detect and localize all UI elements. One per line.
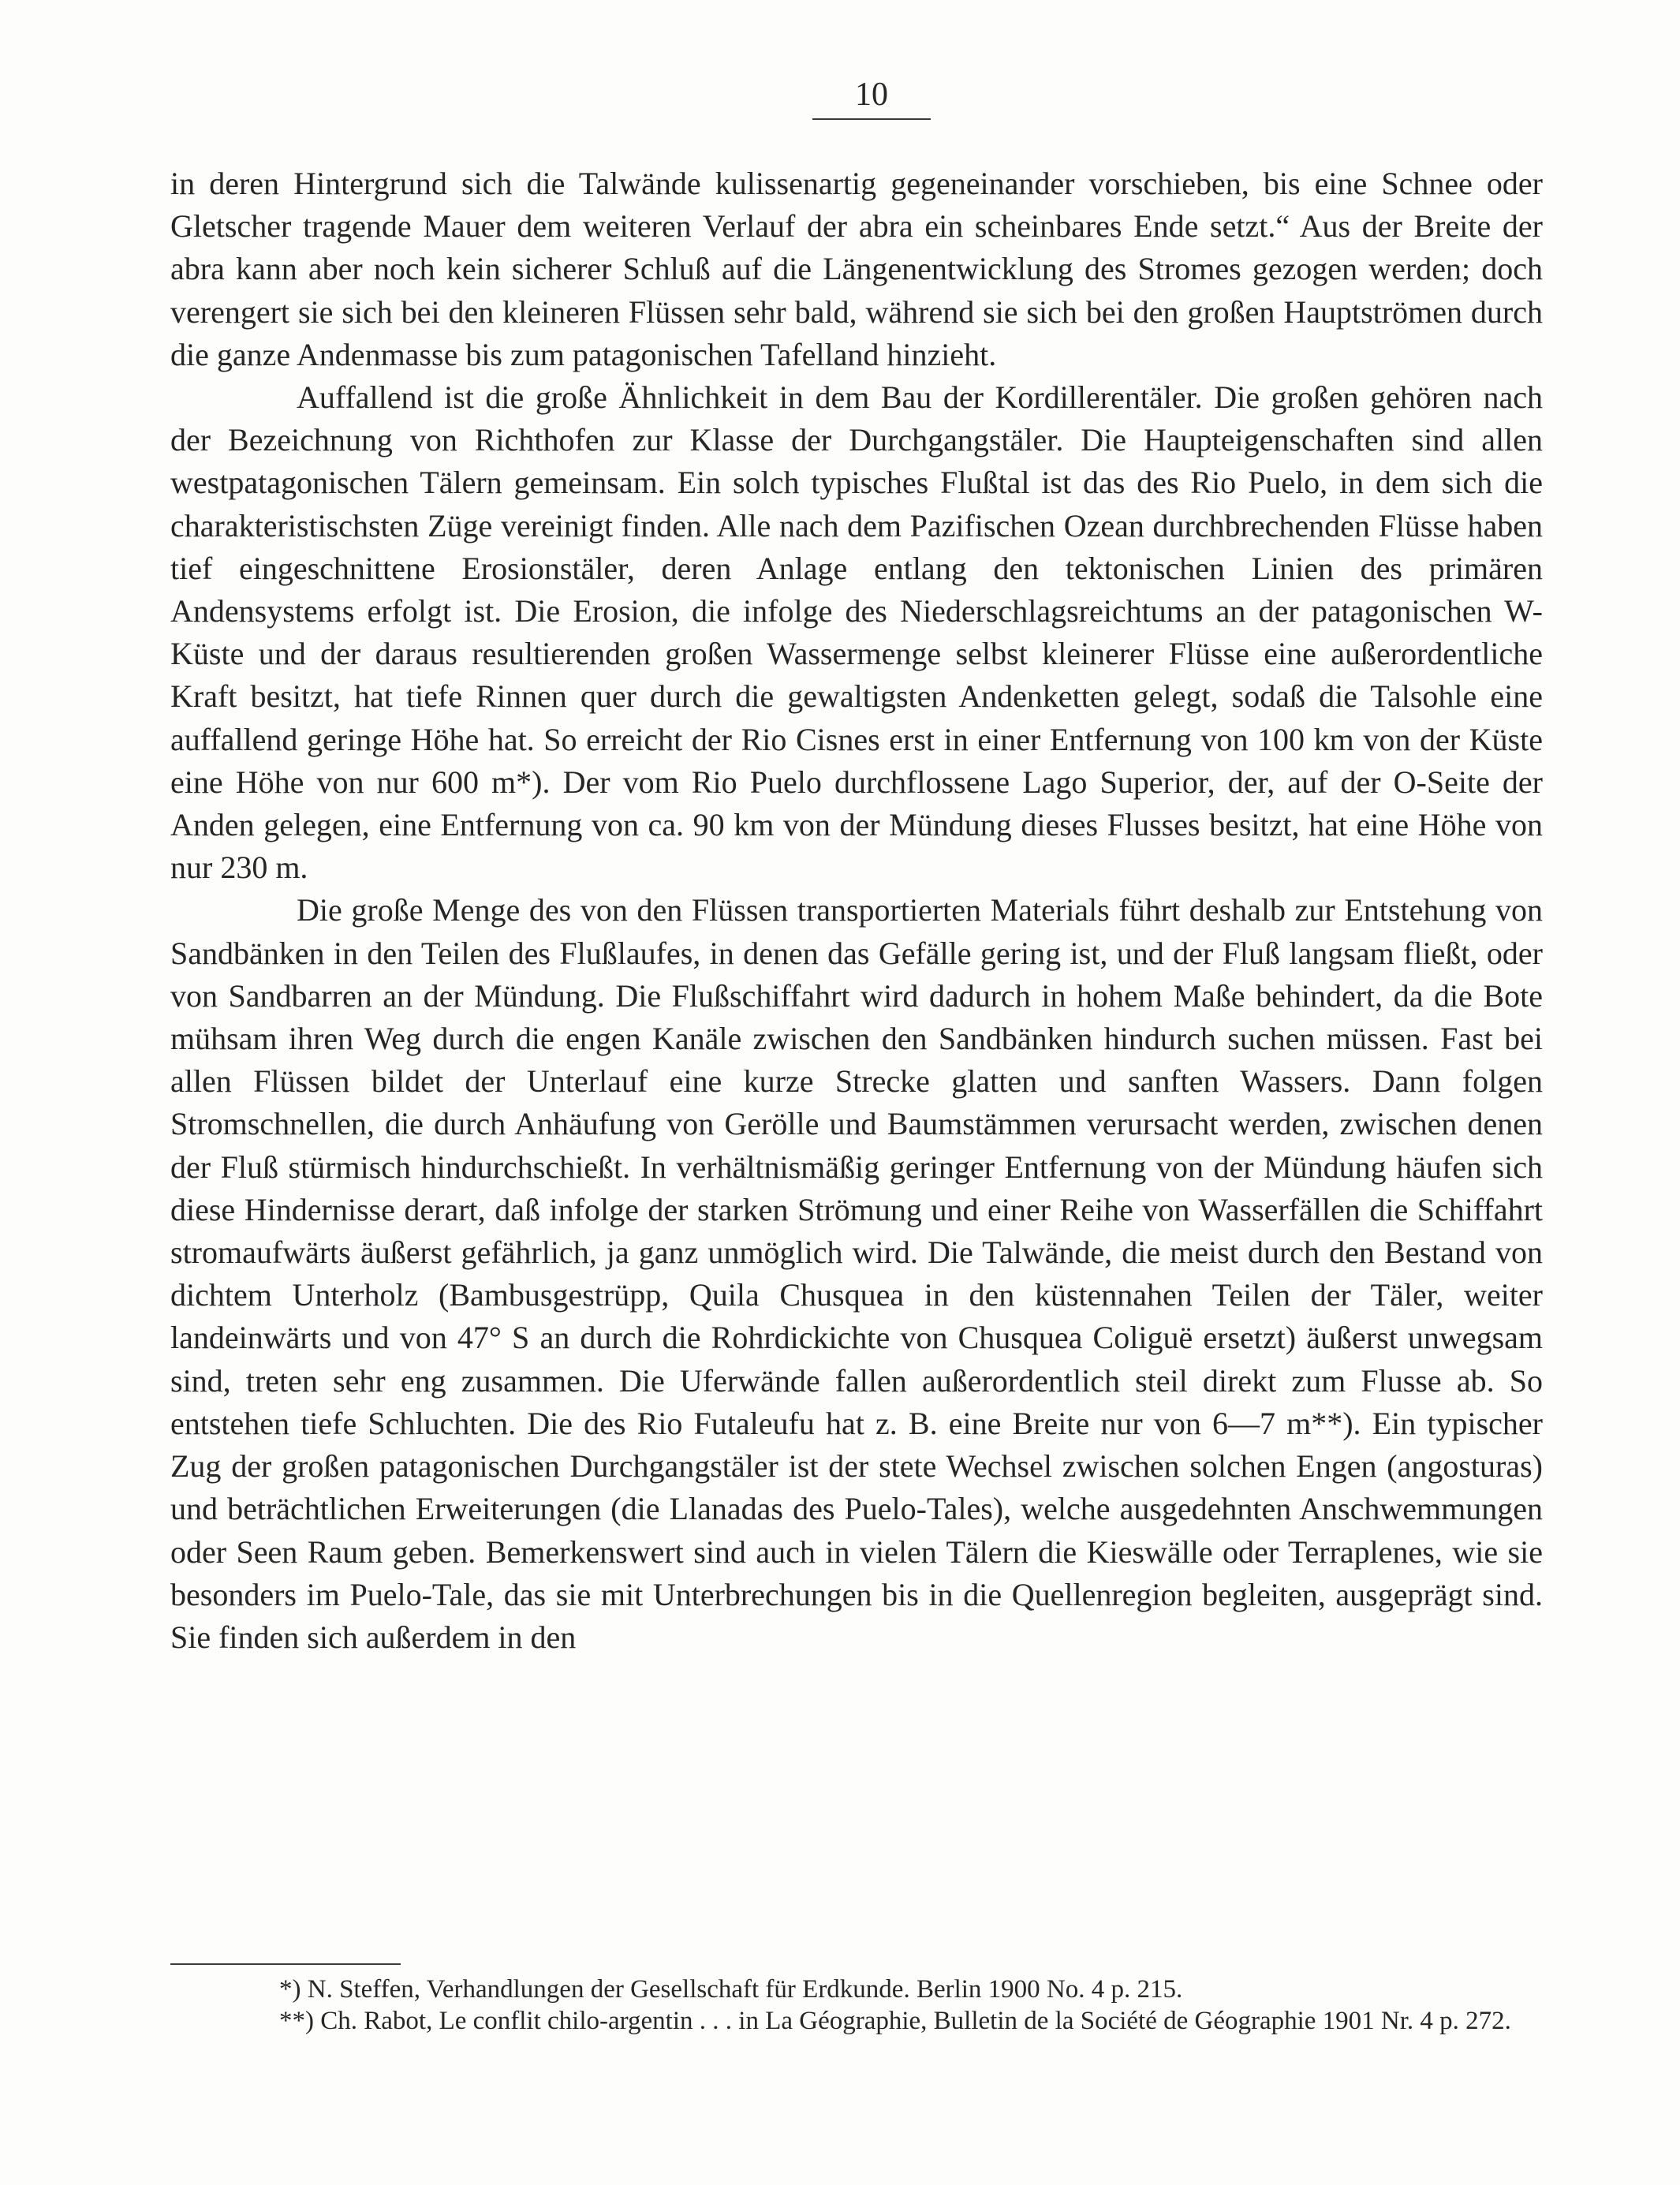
paragraph-sandbanks: Die große Menge des von den Flüssen transportierten Materials führt deshalb zur Entstehung von Sandbänken in den Teilen des Flußlaufes, in denen das Gefälle gering ist, und der Fluß langsam fließt, oder von Sandbarren an der Mündung. Die Flußschiffahrt wird dadurch in hohem Maße behindert, da die Bote mühsam ihren Weg durch die engen Kanäle zwischen den Sandbänken hindurch suchen müssen. Fast bei allen Flüssen bildet der Unterlauf eine kurze Strecke glatten und sanften Wassers. Dann folgen Stromschnellen, die durch Anhäufung von Gerölle und Baumstämmen verursacht werden, zwischen denen der Fluß stürmisch hindurchschießt. In verhältnismäßig geringer Entfernung von der Mündung häufen sich diese Hindernisse derart, daß infolge der starken Strömung und einer Reihe von Wasserfällen die Schiffahrt stromaufwärts äußerst gefährlich, ja ganz unmöglich wird. Die Talwände, die meist durch den Bestand von dichtem Unterholz (Bambusgestrüpp, Quila Chusquea in den küstennahen Teilen der Täler, weiter landeinwärts und von 47° S an durch die Rohrdickichte von Chusquea Coliguë ersetzt) äußerst unwegsam sind, treten sehr eng zusammen. Die Uferwände fallen außerordentlich steil direkt zum Flusse ab. So entstehen tiefe Schluchten. Die des Rio Futaleufu hat z. B. eine Breite nur von 6—7 m**). Ein typischer Zug der großen patagonischen Durchgangstäler ist der stete Wechsel zwischen solchen Engen (angosturas) und beträchtlichen Erweiterungen (die Llanadas des Puelo-Tales), welche ausgedehnten Anschwemmungen oder Seen Raum geben. Bemerkenswert sind auch in vielen Tälern die Kieswälle oder Terraplenes, wie sie besonders im Puelo-Tale, das sie mit Unterbrechungen bis in die Quellenregion begleiten, ausgeprägt sind. Sie finden sich außerdem in den: [170, 892, 1543, 1655]
footnote-2: **) Ch. Rabot, Le conflit chilo-argentin . . . in La Géographie, Bulletin de la Société de Géographie 1901 Nr. 4 p. 272.: [279, 2007, 1511, 2035]
paragraph-continued: in deren Hintergrund sich die Talwände kulissenartig gegeneinander vorschieben, bis eine Schnee oder Gletscher tragende Mauer dem weiteren Verlauf der abra ein scheinbares Ende setzt.“ Aus der Breite der abra kann aber noch kein sicherer Schluß auf die Längenentwicklung des Stromes gezogen werden; doch verengert sie sich bei den kleineren Flüssen sehr bald, während sie sich bei den großen Hauptströmen durch die ganze Andenmasse bis zum patagonischen Tafelland hinzieht.: [170, 166, 1543, 372]
body-text: [170, 162, 1543, 1659]
footnote-divider: [170, 1963, 401, 1965]
paragraph-valley-structure: Auffallend ist die große Ähnlichkeit in dem Bau der Kordillerentäler. Die großen gehören nach der Bezeichnung von Richthofen zur Klasse der Durchgangstäler. Die Haupteigenschaften sind allen westpatagonischen Tälern gemeinsam. Ein solch typisches Flußtal ist das des Rio Puelo, in dem sich die charakteristischsten Züge vereinigt finden. Alle nach dem Pazifischen Ozean durchbrechenden Flüsse haben tief eingeschnittene Erosionstäler, deren Anlage entlang den tektonischen Linien des primären Andensystems erfolgt ist. Die Erosion, die infolge des Niederschlagsreichtums an der patagonischen W-Küste und der daraus resultierenden großen Wassermenge selbst kleinerer Flüsse eine außerordentliche Kraft besitzt, hat tiefe Rinnen quer durch die gewaltigsten Andenketten gelegt, sodaß die Talsohle eine auffallend geringe Höhe hat. So erreicht der Rio Cisnes erst in einer Entfernung von 100 km von der Küste eine Höhe von nur 600 m*). Der vom Rio Puelo durchflossene Lago Superior, der, auf der O-Seite der Anden gelegen, eine Entfernung von ca. 90 km von der Mündung dieses Flusses besitzt, hat eine Höhe von nur 230 m.: [170, 379, 1543, 886]
footnotes: [170, 1974, 1543, 2037]
footnote-1: *) N. Steffen, Verhandlungen der Gesellschaft für Erdkunde. Berlin 1900 No. 4 p. 215.: [279, 1975, 1183, 2004]
page-number: 10: [812, 76, 931, 120]
